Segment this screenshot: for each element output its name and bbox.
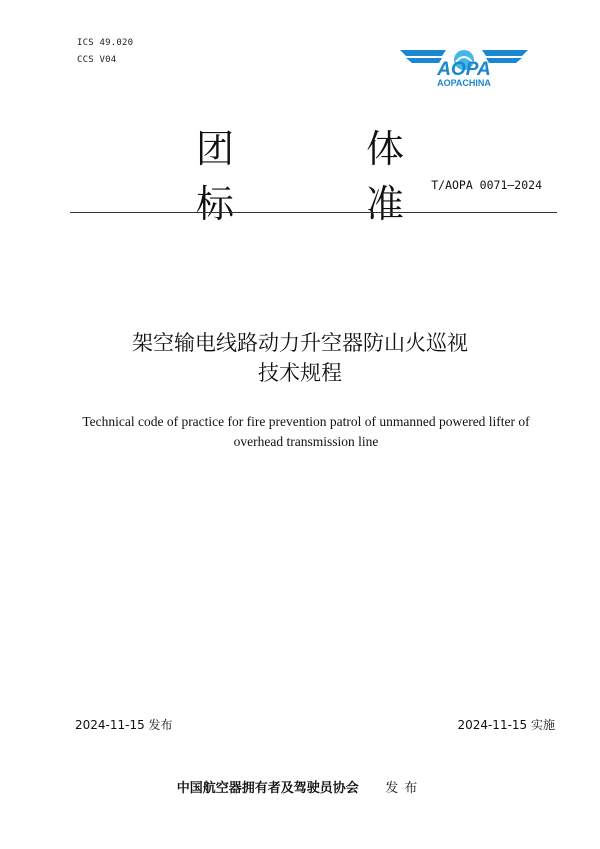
aopa-logo bbox=[398, 44, 530, 90]
title-en-line-2: overhead transmission line bbox=[233, 434, 379, 449]
logo-sub-text: AOPACHINA bbox=[437, 78, 491, 88]
title-en-line-1: Technical code of practice for fire prevention patrol of unmanned powered lifter of bbox=[82, 414, 530, 429]
issuer-action: 发布 bbox=[385, 781, 424, 796]
issuer-organization: 中国航空器拥有者及驾驶员协会 bbox=[176, 781, 359, 796]
logo-mark-text: AOPA bbox=[437, 59, 491, 80]
implement-date: 2024-11-15 实施 bbox=[457, 718, 555, 732]
header-divider bbox=[70, 212, 557, 213]
title-chinese bbox=[40, 328, 560, 388]
standard-type: 团 体 标 准 bbox=[195, 127, 465, 226]
title-cn-line-1: 架空输电线路动力升空器防山火巡视 bbox=[132, 331, 468, 355]
issuer bbox=[0, 777, 600, 796]
standard-number: T/AOPA 0071—2024 bbox=[431, 178, 542, 192]
publish-date: 2024-11-15 发布 bbox=[75, 718, 173, 732]
ics-code: ICS 49.020 bbox=[77, 38, 134, 48]
ccs-code: CCS V04 bbox=[77, 55, 117, 65]
title-cn-line-2: 技术规程 bbox=[258, 361, 342, 385]
title-english bbox=[56, 412, 556, 452]
